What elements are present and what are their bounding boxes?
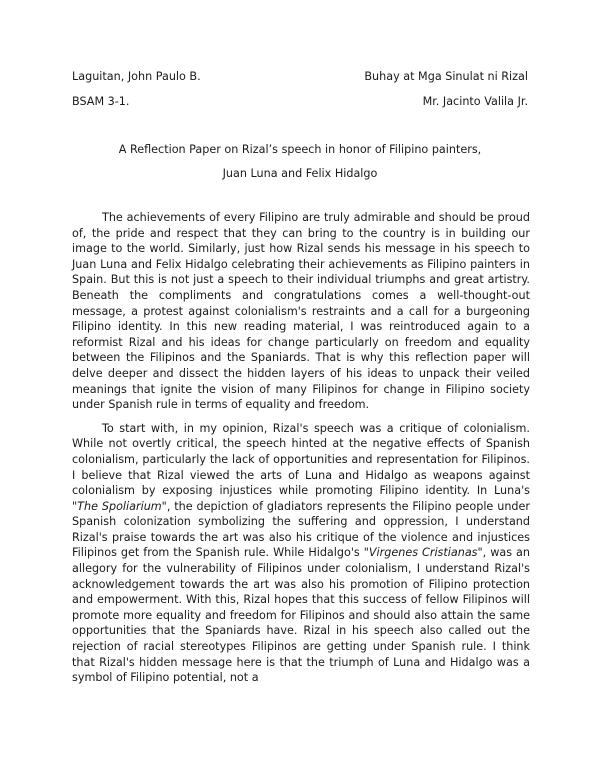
- author-name: Laguitan, John Paulo B.: [72, 70, 201, 83]
- paper-title-line-1: A Reflection Paper on Rizal’s speech in honor of Filipino painters,: [118, 143, 482, 156]
- paragraph-1: The achievements of every Filipino are truly admirable and should be proud of, the pride and respect that they can bring to the country is in building our image to the world. Similarly, just how Rizal sends his message in his speech to Juan Luna and Felix Hidalgo celebrating their achievements as Filipino painters in Spain. But this is not just a speech to their individual triumphs and great artistry. Beneath the compliments and congratulations comes a well-thought-out message, a protest against colonialism's restraints and a call for a burgeoning Filipino identity. In this new reading material, I was reintroduced again to a reformist Rizal and his ideas for change particularly on freedom and equality between the Filipinos and the Spaniards. That is why this reflection paper will delve deeper and dissect the hidden layers of his ideas to unpack their veiled meanings that ignite the vision of many Filipinos for change in Filipino society under Spanish rule in terms of equality and freedom.: [72, 211, 530, 412]
- body-text: [72, 210, 530, 694]
- instructor-name: Mr. Jacinto Valila Jr.: [422, 95, 528, 108]
- paragraph-2-part-1: To start with, in my opinion, Rizal's speech was a critique of colonialism. While not overtly critical, the speech hinted at the negative effects of Spanish colonialism, particularly the lack of opportunities and representation for Filipinos. I believe that Rizal viewed the arts of Luna and Hidalgo as weapons against colonialism by exposing injustices while promoting Filipino identity. In Luna's: [72, 421, 530, 498]
- paragraph-2-part-2: , the depiction of gladiators represents the Filipino people under Spanish colonization symbolizing the suffering and oppression, I understand Rizal's praise towards the art was also his critique of the violence and injustices Filipinos get from the Spanish rule. While Hidalgo's: [72, 499, 530, 560]
- header-row-1: [72, 70, 528, 84]
- section-label: BSAM 3-1.: [72, 95, 130, 108]
- spoliarium-title: "The Spoliarium": [72, 499, 167, 513]
- course-title: Buhay at Mga Sinulat ni Rizal: [364, 70, 528, 83]
- paragraph-2-part-3: , was an allegory for the vulnerability of Filipinos under colonialism, I understand Rizal's acknowledgement towards the art was also his promotion of Filipino protection and empowerment. With this, Rizal hopes that this success of fellow Filipinos will promote more equality and freedom for Filipinos and should also attain the same opportunities that the Spaniards have. Rizal in his speech also called out the rejection of racial stereotypes Filipinos are getting under Spanish rule. I think that Rizal's hidden message here is that the triumph of Luna and Hidalgo was a symbol of Filipino potential, not a: [72, 546, 530, 685]
- virgenes-cristianas-title: "Virgenes Cristianas": [363, 546, 483, 560]
- header-row-2: [72, 95, 528, 109]
- paragraph-2: [72, 421, 530, 686]
- paper-title-line-2: Juan Luna and Felix Hidalgo: [222, 167, 378, 180]
